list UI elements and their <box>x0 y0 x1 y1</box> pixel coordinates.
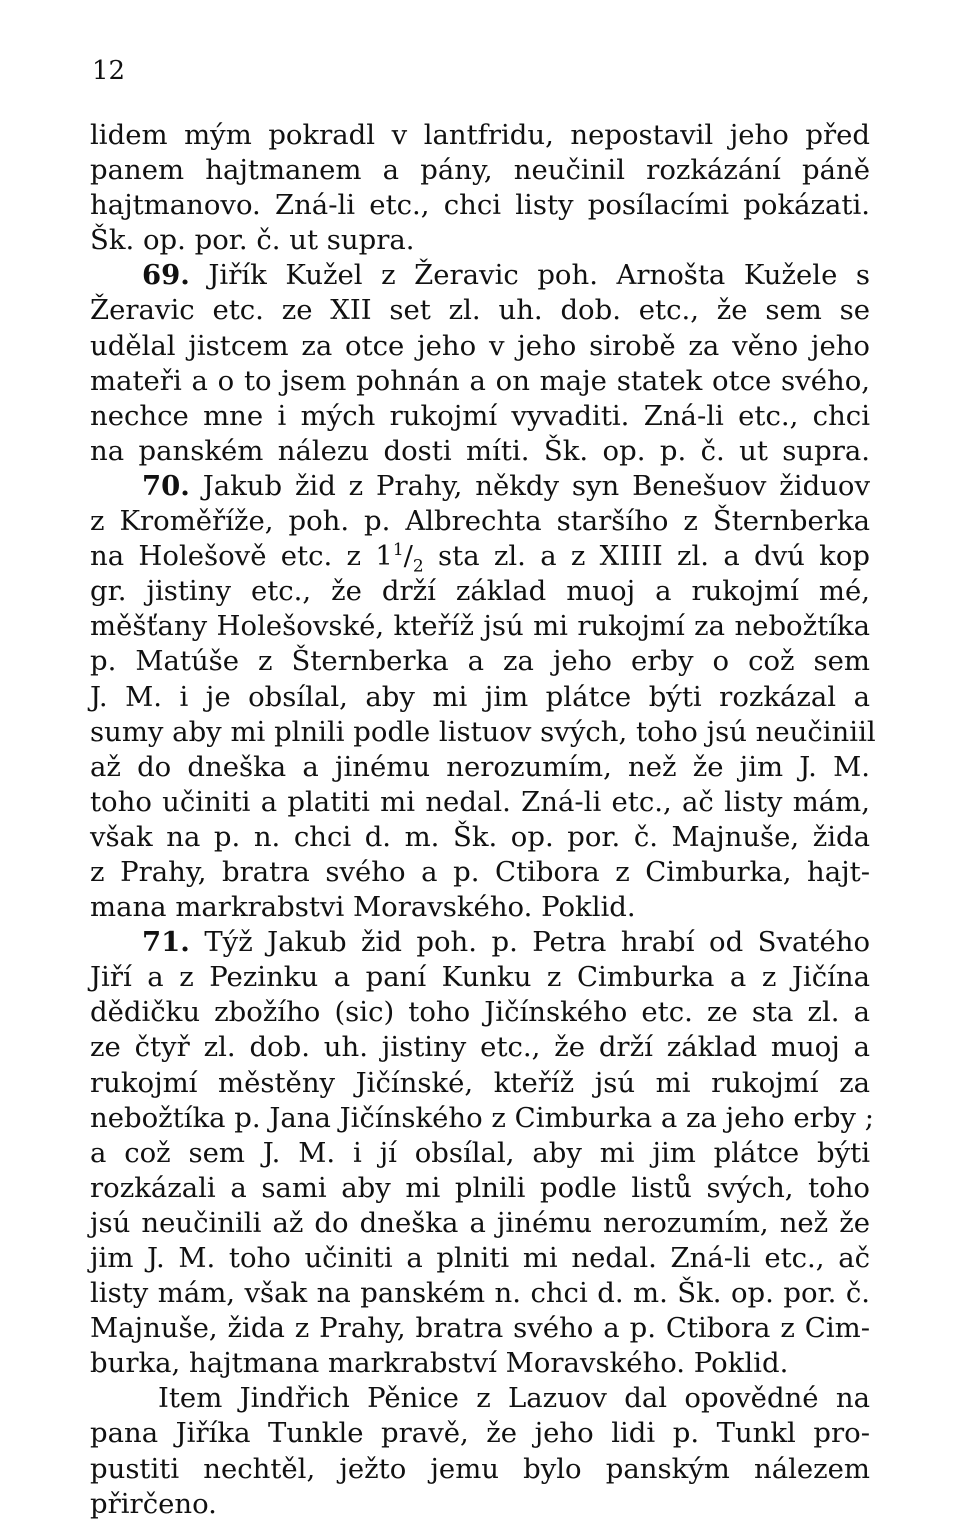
text-line: však na p. n. chci d. m. Šk. op. por. č. Majnuše, žida <box>90 820 870 853</box>
text-fragment: Jakub žid z Prahy, někdy syn Benešuov židuov <box>202 469 870 502</box>
text-line: měšťany Holešovské, kteříž jsú mi rukojmí za nebožtíka <box>90 610 870 643</box>
text-line: udělal jistcem za otce jeho v jeho sirobě za věno jeho <box>90 329 870 362</box>
fraction-slash: / <box>403 540 413 573</box>
text-fragment: Item Jindřich Pěnice z Lazuov dal opovědné na <box>158 1382 870 1415</box>
fraction-numerator: 1 <box>392 539 404 560</box>
entry-70-first-line <box>90 469 870 504</box>
text-line: dědičku zbožího (sic) toho Jičínského etc. ze sta zl. a <box>90 996 870 1029</box>
page-number: 12 <box>92 56 126 86</box>
text-line: Šk. op. por. č. ut supra. <box>90 224 415 257</box>
text-line: nechce mne i mých rukojmí vyvaditi. Zná-li etc., chci <box>90 399 870 432</box>
text-line: a což sem J. M. i jí obsílal, aby mi jim plátce býti <box>90 1136 870 1169</box>
text-line: přirčeno. <box>90 1487 217 1520</box>
text-line: sumy aby mi plnili podle listuov svých, toho jsú neučiniil <box>90 715 876 748</box>
text-line-with-fraction <box>90 539 870 577</box>
text-line: mateři a o to jsem pohnán a on maje statek otce svého, <box>90 364 870 397</box>
entry-71-first-line <box>90 925 870 960</box>
body-text <box>90 118 876 1522</box>
text-fragment: Týž Jakub žid poh. p. Petra hrabí od Svatého <box>204 926 870 959</box>
text-line: na panském nálezu dosti míti. Šk. op. p. č. ut supra. <box>90 434 870 467</box>
text-line: pustiti nechtěl, ježto jemu bylo panským nálezem <box>90 1452 870 1485</box>
entry-number-70: 70. <box>142 469 190 502</box>
entry-number-71: 71. <box>142 926 190 959</box>
text-line: rozkázali a sami aby mi plnili podle listů svých, toho <box>90 1171 870 1204</box>
text-fragment: sta zl. a z XIIII zl. a dvú kop <box>423 540 870 573</box>
text-line: ze čtyř zl. dob. uh. jistiny etc., že drží základ muoj a <box>90 1031 870 1064</box>
text-line: toho učiniti a platiti mi nedal. Zná-li etc., ač listy mám, <box>90 785 870 818</box>
fraction-denominator: 2 <box>412 556 424 577</box>
text-line: z Prahy, bratra svého a p. Ctibora z Cimburka, hajt- <box>90 855 870 888</box>
text-line: Jiří a z Pezinku a paní Kunku z Cimburka a z Jičína <box>90 961 870 994</box>
text-line: až do dneška a jinému nerozumím, než že jim J. M. <box>90 750 870 783</box>
text-line: Majnuše, žida z Prahy, bratra svého a p. Ctibora z Cim- <box>90 1312 870 1345</box>
text-line: hajtmanovo. Zná-li etc., chci listy posílacími pokázati. <box>90 189 870 222</box>
text-line: mana markrabstvi Moravského. Poklid. <box>90 891 636 924</box>
text-fragment: na Holešově etc. z 1 <box>90 540 393 573</box>
text-line: listy mám, však na panském n. chci d. m. Šk. op. por. č. <box>90 1277 870 1310</box>
text-line: panem hajtmanem a pány, neučinil rozkázání páně <box>90 154 870 187</box>
entry-number-69: 69. <box>142 259 190 292</box>
text-line: nebožtíka p. Jana Jičínského z Cimburka a za jeho erby ; <box>90 1101 874 1134</box>
text-line: Žeravic etc. ze XII set zl. uh. dob. etc., že sem se <box>90 294 870 327</box>
text-line: p. Matúše z Šternberka a za jeho erby o což sem <box>90 645 870 678</box>
item-paragraph-first-line <box>90 1381 870 1416</box>
text-line: J. M. i je obsílal, aby mi jim plátce býti rozkázal a <box>90 680 870 713</box>
text-line: rukojmí městěny Jičínské, kteříž jsú mi rukojmí za <box>90 1066 870 1099</box>
text-line: lidem mým pokradl v lantfridu, nepostavil jeho před <box>90 119 870 151</box>
text-fragment: Jiřík Kužel z Žeravic poh. Arnošta Kužele s <box>208 259 870 292</box>
entry-69-first-line <box>90 258 870 293</box>
text-line: jim J. M. toho učiniti a plniti mi nedal. Zná-li etc., ač <box>90 1242 870 1274</box>
text-line: jsú neučinili až do dneška a jinému nerozumím, než že <box>90 1206 870 1239</box>
text-line: gr. jistiny etc., že drží základ muoj a rukojmí mé, <box>90 575 870 608</box>
text-line: burka, hajtmana markrabství Moravského. Poklid. <box>90 1347 789 1380</box>
text-line: z Kroměříže, poh. p. Albrechta staršího z Šternberka <box>90 505 870 538</box>
text-line: pana Jiříka Tunkle pravě, že jeho lidi p. Tunkl pro- <box>90 1417 870 1450</box>
